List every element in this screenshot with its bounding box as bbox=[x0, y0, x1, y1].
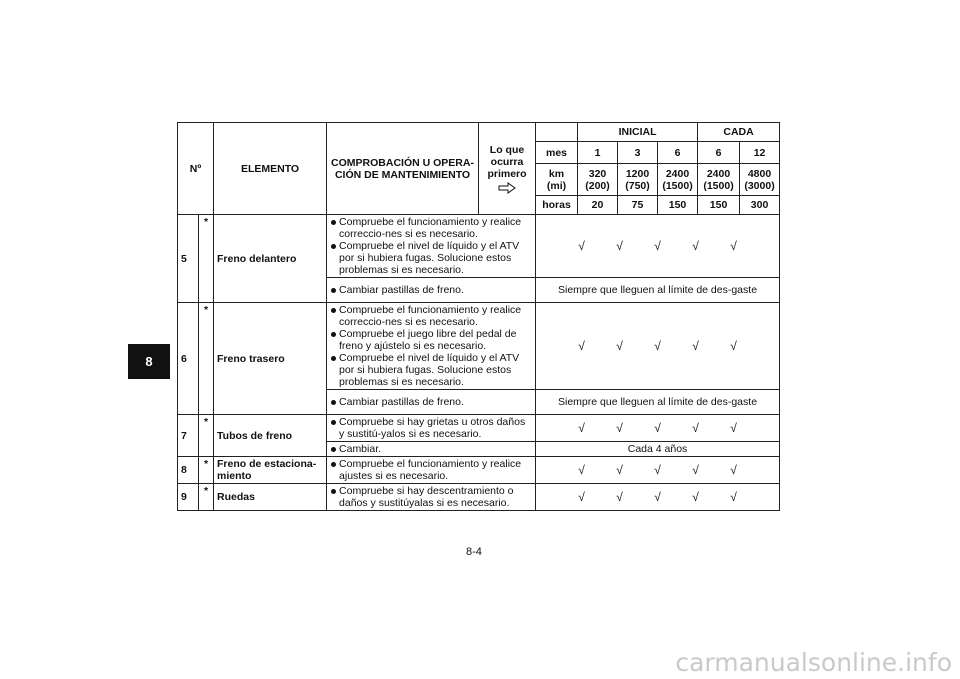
page-number: 8-4 bbox=[466, 546, 482, 558]
header-initial: INICIAL bbox=[578, 123, 698, 142]
interval-value: 300 bbox=[740, 196, 780, 215]
check-mark: √ bbox=[654, 238, 661, 253]
check-mark: √ bbox=[692, 338, 699, 353]
operation-step: Cambiar. bbox=[330, 443, 532, 455]
asterisk-mark: * bbox=[199, 484, 214, 511]
interval-value: 4800 (3000) bbox=[740, 164, 780, 196]
check-mark: √ bbox=[616, 489, 623, 504]
item-operations bbox=[327, 215, 536, 278]
interval-note: Cada 4 años bbox=[536, 442, 780, 457]
interval-value: 1200 (750) bbox=[618, 164, 658, 196]
operation-step: Compruebe el funcionamiento y realice ajustes si es necesario. bbox=[330, 458, 532, 482]
interval-value: 6 bbox=[658, 142, 698, 164]
operation-step: Compruebe el funcionamiento y realice correccio-nes si es necesario. bbox=[330, 304, 532, 328]
check-marks-row bbox=[536, 415, 780, 442]
item-element: Tubos de freno bbox=[214, 415, 327, 457]
interval-value: 320 (200) bbox=[578, 164, 618, 196]
interval-value: 6 bbox=[698, 142, 740, 164]
item-number: 8 bbox=[178, 457, 199, 484]
item-element: Freno de estaciona-miento bbox=[214, 457, 327, 484]
check-mark: √ bbox=[692, 489, 699, 504]
check-mark: √ bbox=[616, 238, 623, 253]
interval-value: 2400 (1500) bbox=[658, 164, 698, 196]
check-mark: √ bbox=[616, 462, 623, 477]
operation-step: Cambiar pastillas de freno. bbox=[330, 396, 532, 408]
check-mark: √ bbox=[616, 420, 623, 435]
item-operations bbox=[327, 457, 536, 484]
check-mark: √ bbox=[578, 420, 585, 435]
interval-value: 3 bbox=[618, 142, 658, 164]
check-marks-row bbox=[536, 303, 780, 390]
watermark: carmanualsonline.info bbox=[675, 648, 952, 677]
operation-step: Cambiar pastillas de freno. bbox=[330, 284, 532, 296]
check-mark: √ bbox=[654, 462, 661, 477]
interval-value: 12 bbox=[740, 142, 780, 164]
check-mark: √ bbox=[654, 338, 661, 353]
whichever-label: Lo que ocurra primero bbox=[487, 143, 527, 180]
item-number: 6 bbox=[178, 303, 199, 415]
item-operations bbox=[327, 442, 536, 457]
check-mark: √ bbox=[730, 420, 737, 435]
check-marks-row bbox=[536, 484, 780, 511]
item-operations bbox=[327, 278, 536, 303]
interval-note: Siempre que lleguen al límite de des-gaste bbox=[536, 278, 780, 303]
operation-step: Compruebe si hay descentramiento o daños y sustitúyalas si es necesario. bbox=[330, 485, 532, 509]
check-mark: √ bbox=[692, 462, 699, 477]
operation-step: Compruebe si hay grietas u otros daños y sustitú-yalos si es necesario. bbox=[330, 416, 532, 440]
operation-step: Compruebe el nivel de líquido y el ATV por si hubiera fugas. Solucione estos problemas si es necesario. bbox=[330, 352, 532, 388]
check-mark: √ bbox=[654, 420, 661, 435]
interval-label: km (mi) bbox=[536, 164, 578, 196]
item-number: 9 bbox=[178, 484, 199, 511]
interval-value: 150 bbox=[658, 196, 698, 215]
asterisk-mark: * bbox=[199, 303, 214, 415]
item-element: Ruedas bbox=[214, 484, 327, 511]
interval-label: horas bbox=[536, 196, 578, 215]
check-mark: √ bbox=[730, 338, 737, 353]
check-mark: √ bbox=[692, 238, 699, 253]
header-every: CADA bbox=[698, 123, 780, 142]
header-whichever bbox=[479, 123, 536, 215]
check-mark: √ bbox=[654, 489, 661, 504]
check-mark: √ bbox=[616, 338, 623, 353]
check-mark: √ bbox=[730, 238, 737, 253]
asterisk-mark: * bbox=[199, 457, 214, 484]
header-element: ELEMENTO bbox=[214, 123, 327, 215]
arrow-right-icon bbox=[498, 182, 516, 194]
check-mark: √ bbox=[578, 338, 585, 353]
header-label-spacer bbox=[536, 123, 578, 142]
check-mark: √ bbox=[730, 462, 737, 477]
header-check: COMPROBACIÓN U OPERA-CIÓN DE MANTENIMIENTO bbox=[327, 123, 479, 215]
item-element: Freno delantero bbox=[214, 215, 327, 303]
check-mark: √ bbox=[578, 489, 585, 504]
interval-note: Siempre que lleguen al límite de des-gaste bbox=[536, 390, 780, 415]
interval-value: 1 bbox=[578, 142, 618, 164]
interval-value: 150 bbox=[698, 196, 740, 215]
maintenance-table bbox=[177, 122, 780, 511]
check-mark: √ bbox=[692, 420, 699, 435]
item-operations bbox=[327, 390, 536, 415]
interval-value: 20 bbox=[578, 196, 618, 215]
section-tab: 8 bbox=[128, 344, 170, 379]
interval-label: mes bbox=[536, 142, 578, 164]
item-element: Freno trasero bbox=[214, 303, 327, 415]
asterisk-mark: * bbox=[199, 415, 214, 457]
item-operations bbox=[327, 415, 536, 442]
operation-step: Compruebe el funcionamiento y realice correccio-nes si es necesario. bbox=[330, 216, 532, 240]
header-no: Nº bbox=[178, 123, 214, 215]
item-operations bbox=[327, 303, 536, 390]
interval-value: 75 bbox=[618, 196, 658, 215]
operation-step: Compruebe el juego libre del pedal de freno y ajústelo si es necesario. bbox=[330, 328, 532, 352]
check-marks-row bbox=[536, 215, 780, 278]
check-mark: √ bbox=[730, 489, 737, 504]
check-mark: √ bbox=[578, 462, 585, 477]
item-operations bbox=[327, 484, 536, 511]
item-number: 5 bbox=[178, 215, 199, 303]
check-marks-row bbox=[536, 457, 780, 484]
operation-step: Compruebe el nivel de líquido y el ATV por si hubiera fugas. Solucione estos problemas si es necesario. bbox=[330, 240, 532, 276]
interval-value: 2400 (1500) bbox=[698, 164, 740, 196]
asterisk-mark: * bbox=[199, 215, 214, 303]
item-number: 7 bbox=[178, 415, 199, 457]
check-mark: √ bbox=[578, 238, 585, 253]
